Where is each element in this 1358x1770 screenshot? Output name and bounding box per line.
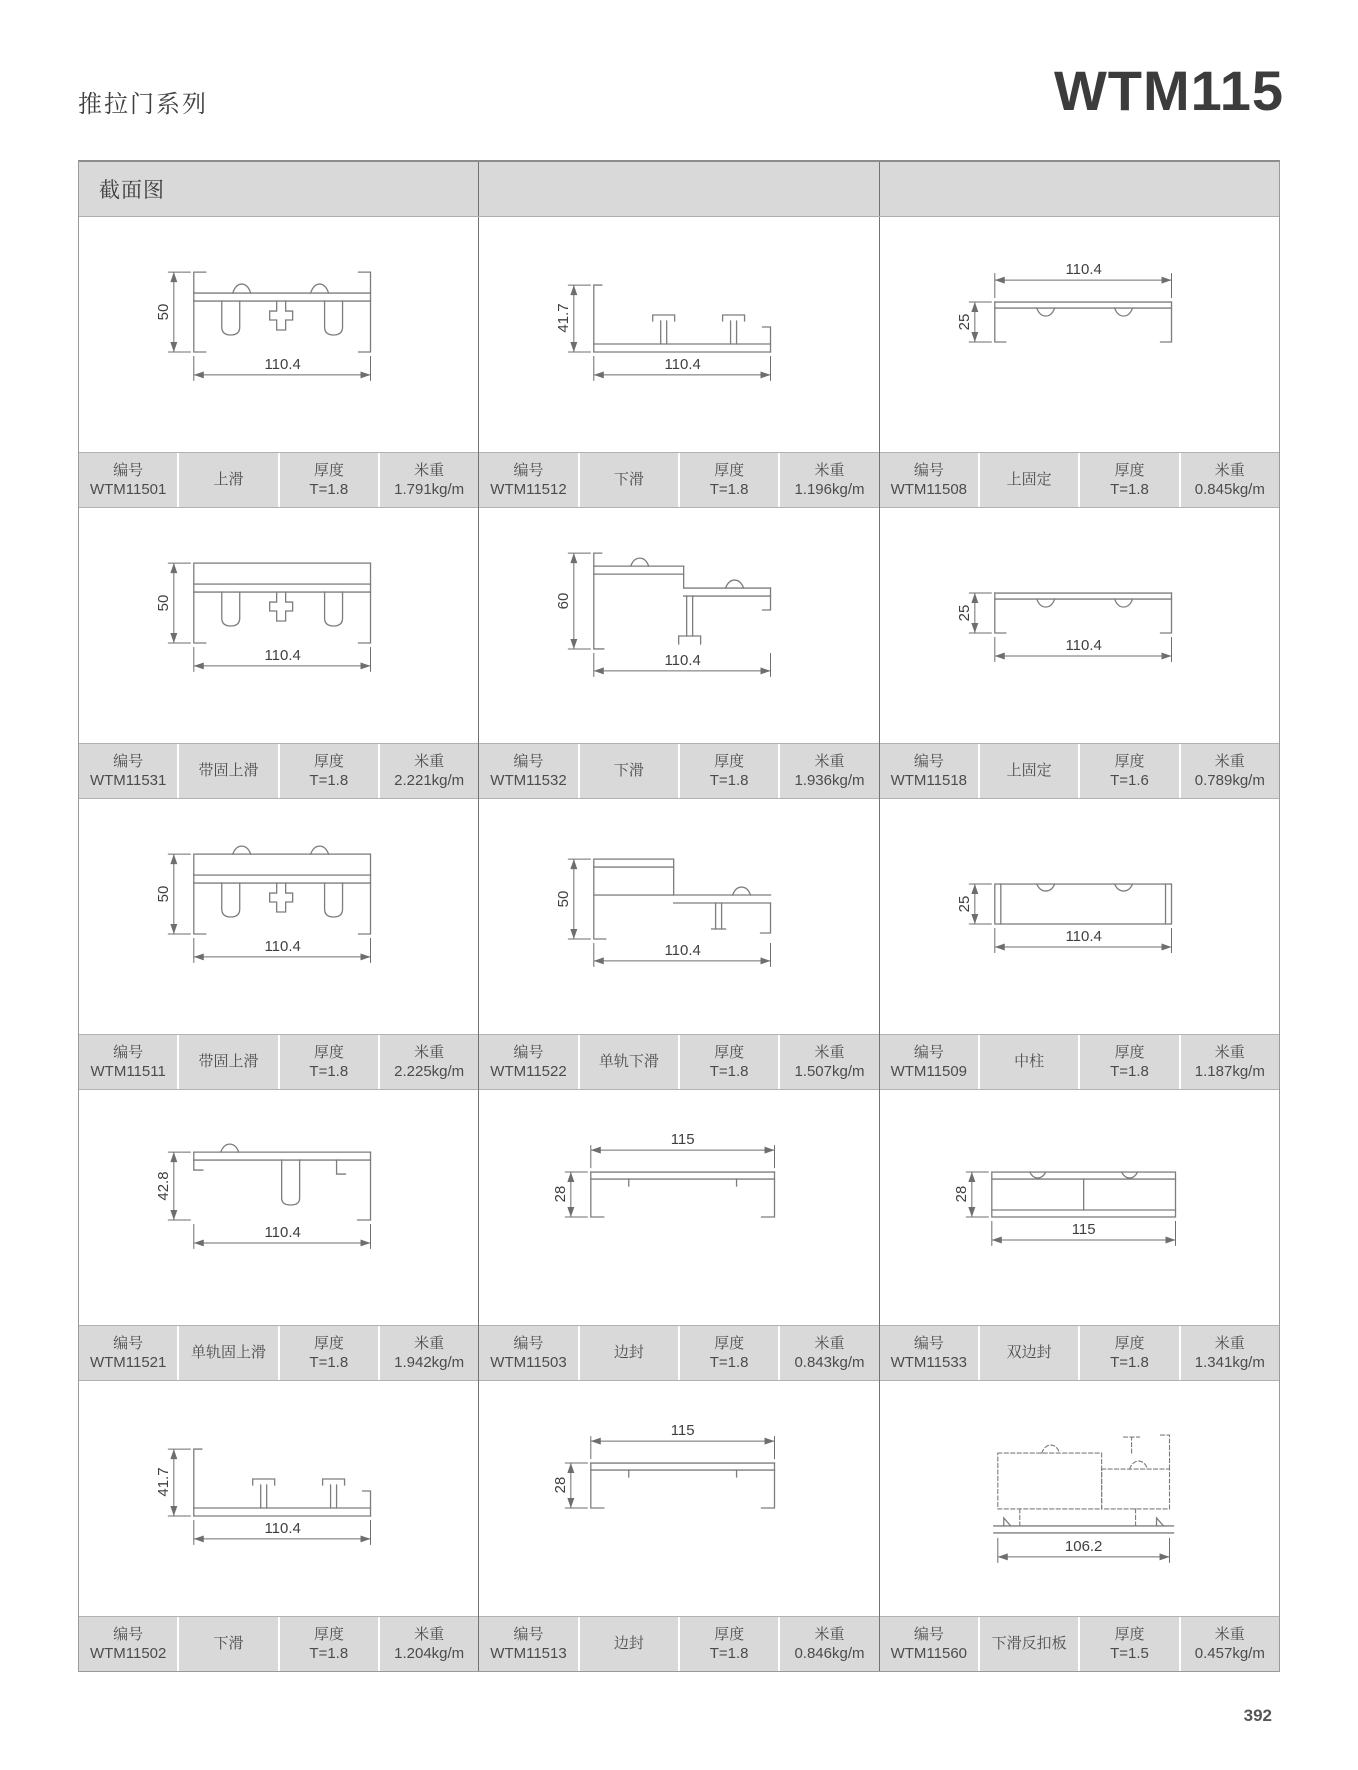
thickness-value: T=1.8 [309,772,349,789]
profile-drawing-wtm11502 [79,1381,478,1616]
spec-name-cell [578,744,678,798]
code-value: WTM11508 [890,481,968,498]
weight-value: 0.457kg/m [1194,1645,1265,1662]
profile-outline [994,593,1171,633]
dim-top-label: 115 [671,1422,695,1440]
profile-drawing-wtm11508 [880,217,1279,452]
weight-value: 1.187kg/m [1194,1063,1265,1080]
dimension-annotations [552,1422,775,1508]
dim-left-label: 42.8 [154,1171,172,1201]
header-col-3 [879,162,1279,216]
dimension-annotations [956,884,1172,953]
dimension-annotations [997,1538,1169,1563]
spec-weight-cell [1179,744,1279,798]
profile-drawing-wtm11509 [880,799,1279,1034]
header-col-2 [478,162,878,216]
spec-thickness-cell [678,453,778,507]
thickness-label: 厚度 [714,752,745,770]
weight-value: 0.845kg/m [1194,481,1265,498]
thickness-value: T=1.8 [309,1354,349,1371]
spec-weight-cell [378,453,478,507]
spec-thickness-cell [1078,1617,1178,1671]
code-label: 编号 [513,752,544,770]
profile-outline [591,1172,775,1217]
spec-row [79,1034,478,1090]
profile-cell [79,1090,478,1381]
dim-bottom-label: 106.2 [1064,1537,1103,1555]
dimension-annotations [155,1152,371,1249]
weight-value: 0.789kg/m [1194,772,1265,789]
dim-bottom-label: 110.4 [264,355,301,373]
spec-row [880,1325,1279,1381]
dim-top-label: 115 [671,1131,695,1149]
profile-cell [478,1381,878,1671]
profile-outline [194,846,371,934]
thickness-label: 厚度 [714,1625,745,1643]
spec-row [479,1325,878,1381]
dim-top-label: 110.4 [1065,261,1102,279]
thickness-value: T=1.8 [1110,1354,1149,1371]
profile-drawing-wtm11511 [79,799,478,1034]
header-col-1 [79,162,478,216]
spec-weight-cell [1179,1326,1279,1380]
weight-label: 米重 [1214,752,1245,770]
table-header-row [79,162,1279,217]
dim-bottom-label: 110.4 [264,646,301,664]
profile-cell [79,217,478,508]
profile-outline [994,302,1171,342]
profile-name: 下滑反扣板 [991,1635,1067,1653]
profile-cell [478,217,878,508]
spec-row [880,1034,1279,1090]
profile-name: 单轨下滑 [598,1053,659,1071]
dim-bottom-label: 110.4 [264,1223,301,1241]
dimension-annotations [555,553,771,677]
spec-name-cell [177,453,277,507]
dim-left-label: 50 [154,594,172,612]
code-label: 编号 [913,461,944,479]
thickness-value: T=1.8 [709,1354,749,1371]
spec-row [479,1034,878,1090]
profile-outline [194,1144,371,1220]
spec-row [880,1616,1279,1671]
spec-weight-cell [1179,453,1279,507]
series-title: 推拉门系列 [78,91,208,118]
thickness-value: T=1.8 [709,772,749,789]
spec-weight-cell [378,744,478,798]
profile-outline [194,272,371,352]
spec-thickness-cell [678,744,778,798]
weight-label: 米重 [814,1334,845,1352]
code-value: WTM11532 [490,772,567,789]
profile-name: 上滑 [213,471,244,489]
profile-cell [79,1381,478,1671]
dimension-annotations [155,272,371,381]
spec-code-cell [479,1617,577,1671]
code-value: WTM11531 [89,772,167,789]
spec-thickness-cell [278,1035,378,1089]
spec-weight-cell [378,1617,478,1671]
model-code: WTM115 [1053,59,1284,122]
profile-drawing-wtm11503 [479,1090,878,1325]
profile-drawing-wtm11501 [79,217,478,452]
weight-label: 米重 [414,1334,445,1352]
profile-name: 上固定 [1006,762,1052,780]
spec-code-cell [880,453,978,507]
weight-label: 米重 [1214,1043,1245,1061]
spec-row [79,452,478,508]
weight-label: 米重 [814,1043,845,1061]
profile-drawing-wtm11560 [880,1381,1279,1616]
weight-label: 米重 [814,461,845,479]
profile-name: 下滑 [613,762,644,780]
profile-drawing-wtm11532 [479,508,878,743]
code-value: WTM11521 [89,1354,167,1371]
code-label: 编号 [113,752,144,770]
dim-bottom-label: 110.4 [1065,636,1102,654]
spec-weight-cell [778,744,878,798]
spec-code-cell [479,453,577,507]
code-value: WTM11512 [490,481,567,498]
section-header: 截面图 [99,179,165,202]
dim-left-label: 25 [955,313,973,331]
dim-bottom-label: 110.4 [664,651,702,669]
spec-name-cell [978,1326,1078,1380]
spec-thickness-cell [278,453,378,507]
profile-outline [194,1449,371,1516]
code-value: WTM11533 [890,1354,968,1371]
code-label: 编号 [513,1043,544,1061]
table-row [79,1090,1279,1381]
profile-outline [991,1172,1175,1217]
code-value: WTM11518 [890,772,968,789]
dim-left-label: 25 [955,895,973,913]
profile-drawing-wtm11512 [479,217,878,452]
spec-name-cell [978,453,1078,507]
thickness-label: 厚度 [313,752,344,770]
code-value: WTM11511 [90,1063,166,1080]
thickness-value: T=1.8 [1110,481,1149,498]
spec-row [479,743,878,799]
spec-thickness-cell [1078,1035,1178,1089]
spec-name-cell [177,1326,277,1380]
spec-code-cell [79,744,177,798]
profile-outline [594,859,771,939]
profile-cell [879,217,1279,508]
profile-drawing-wtm11533 [880,1090,1279,1325]
dim-left-label: 28 [552,1185,570,1203]
thickness-value: T=1.5 [1110,1645,1149,1662]
profile-name: 中柱 [1014,1053,1045,1071]
weight-value: 0.843kg/m [794,1354,865,1371]
profile-outline [591,1463,775,1508]
spec-row [880,452,1279,508]
profile-outline [594,285,771,352]
profile-drawing-wtm11522 [479,799,878,1034]
weight-value: 2.225kg/m [394,1063,465,1080]
spec-weight-cell [378,1326,478,1380]
thickness-value: T=1.8 [309,1645,349,1662]
weight-value: 1.341kg/m [1194,1354,1265,1371]
profile-cell [79,799,478,1090]
thickness-label: 厚度 [313,461,344,479]
spec-code-cell [880,744,978,798]
profile-cell [79,508,478,799]
table-row [79,1381,1279,1671]
profile-cell [478,799,878,1090]
dim-bottom-label: 110.4 [264,937,301,955]
profile-outline [594,553,771,649]
spec-name-cell [177,744,277,798]
dim-bottom-label: 110.4 [664,941,702,959]
spec-weight-cell [778,1617,878,1671]
spec-weight-cell [1179,1035,1279,1089]
thickness-value: T=1.8 [709,1645,749,1662]
spec-code-cell [79,453,177,507]
spec-row [79,743,478,799]
thickness-label: 厚度 [1114,752,1145,770]
thickness-label: 厚度 [714,461,745,479]
profile-name: 下滑 [213,1635,244,1653]
dimension-annotations [555,859,771,967]
profile-cell [879,799,1279,1090]
dimension-annotations [956,593,1172,662]
thickness-label: 厚度 [1114,461,1145,479]
dim-bottom-label: 110.4 [664,355,702,373]
profile-table [78,160,1280,1672]
weight-value: 1.507kg/m [794,1063,865,1080]
code-label: 编号 [513,1625,544,1643]
spec-name-cell [578,1035,678,1089]
code-label: 编号 [113,1043,144,1061]
weight-value: 1.791kg/m [394,481,465,498]
spec-thickness-cell [1078,1326,1178,1380]
spec-weight-cell [378,1035,478,1089]
code-label: 编号 [913,1043,944,1061]
spec-code-cell [79,1617,177,1671]
profile-drawing-wtm11518 [880,508,1279,743]
spec-weight-cell [778,1326,878,1380]
code-label: 编号 [513,461,544,479]
spec-code-cell [79,1035,177,1089]
spec-name-cell [177,1617,277,1671]
thickness-label: 厚度 [313,1625,344,1643]
weight-label: 米重 [414,1625,445,1643]
weight-label: 米重 [1214,1625,1245,1643]
thickness-value: T=1.8 [309,481,349,498]
code-label: 编号 [913,752,944,770]
spec-row [880,743,1279,799]
thickness-value: T=1.8 [709,481,749,498]
weight-label: 米重 [1214,1334,1245,1352]
spec-code-cell [479,744,577,798]
profile-cell [879,508,1279,799]
spec-thickness-cell [1078,453,1178,507]
dim-left-label: 50 [154,885,172,903]
spec-code-cell [79,1326,177,1380]
code-value: WTM11560 [890,1645,968,1662]
spec-name-cell [978,1617,1078,1671]
thickness-label: 厚度 [313,1043,344,1061]
thickness-label: 厚度 [1114,1043,1145,1061]
profile-drawing-wtm11531 [79,508,478,743]
spec-name-cell [978,744,1078,798]
profile-drawing-wtm11513 [479,1381,878,1616]
profile-name: 边封 [613,1344,644,1362]
spec-thickness-cell [278,744,378,798]
spec-row [79,1325,478,1381]
weight-label: 米重 [814,1625,845,1643]
thickness-label: 厚度 [313,1334,344,1352]
thickness-value: T=1.6 [1110,772,1149,789]
weight-value: 2.221kg/m [394,772,465,789]
profile-cell [478,508,878,799]
profile-name: 带固上滑 [198,1053,259,1071]
spec-code-cell [880,1326,978,1380]
code-label: 编号 [113,461,144,479]
code-value: WTM11509 [890,1063,968,1080]
spec-name-cell [978,1035,1078,1089]
spec-row [479,1616,878,1671]
spec-code-cell [880,1035,978,1089]
spec-thickness-cell [678,1035,778,1089]
spec-weight-cell [778,453,878,507]
spec-thickness-cell [678,1617,778,1671]
table-row [79,508,1279,799]
dim-bottom-label: 115 [1071,1220,1096,1238]
profile-outline [993,1435,1173,1533]
spec-code-cell [479,1326,577,1380]
spec-row [479,452,878,508]
dim-left-label: 28 [952,1185,970,1203]
spec-weight-cell [1179,1617,1279,1671]
dimension-annotations [555,285,771,381]
weight-value: 1.936kg/m [794,772,865,789]
spec-name-cell [578,453,678,507]
code-label: 编号 [113,1625,144,1643]
thickness-value: T=1.8 [709,1063,749,1080]
thickness-label: 厚度 [1114,1334,1145,1352]
spec-thickness-cell [278,1617,378,1671]
profile-outline [994,884,1171,924]
weight-label: 米重 [414,1043,445,1061]
code-label: 编号 [513,1334,544,1352]
dimension-annotations [155,563,371,672]
dim-left-label: 50 [154,303,172,321]
code-value: WTM11513 [490,1645,567,1662]
weight-label: 米重 [1214,461,1245,479]
code-value: WTM11501 [89,481,167,498]
dim-left-label: 25 [955,604,973,622]
spec-row [79,1616,478,1671]
dimension-annotations [953,1172,1176,1246]
thickness-value: T=1.8 [309,1063,349,1080]
weight-label: 米重 [414,752,445,770]
spec-code-cell [880,1617,978,1671]
code-label: 编号 [913,1625,944,1643]
spec-code-cell [479,1035,577,1089]
dim-left-label: 41.7 [555,303,573,333]
profile-name: 下滑 [613,471,644,489]
table-row [79,799,1279,1090]
weight-value: 1.196kg/m [794,481,865,498]
dimension-annotations [552,1131,775,1217]
weight-value: 1.942kg/m [394,1354,465,1371]
dim-bottom-label: 110.4 [264,1519,301,1537]
profile-cell [879,1090,1279,1381]
dim-bottom-label: 110.4 [1065,927,1102,945]
weight-value: 1.204kg/m [394,1645,465,1662]
profile-name: 单轨固上滑 [190,1344,266,1362]
profile-drawing-wtm11521 [79,1090,478,1325]
spec-thickness-cell [678,1326,778,1380]
dim-left-label: 50 [555,890,573,908]
table-row [79,217,1279,508]
code-value: WTM11503 [490,1354,567,1371]
profile-cell [879,1381,1279,1671]
weight-value: 0.846kg/m [794,1645,865,1662]
code-label: 编号 [113,1334,144,1352]
code-label: 编号 [913,1334,944,1352]
spec-name-cell [578,1617,678,1671]
dim-left-label: 28 [552,1476,570,1494]
code-value: WTM11502 [89,1645,167,1662]
profile-name: 边封 [613,1635,644,1653]
spec-name-cell [177,1035,277,1089]
profile-name: 上固定 [1006,471,1052,489]
profile-name: 双边封 [1006,1344,1052,1362]
dimension-annotations [155,854,371,963]
dimension-annotations [155,1449,371,1545]
spec-weight-cell [778,1035,878,1089]
thickness-label: 厚度 [714,1334,745,1352]
dim-left-label: 41.7 [154,1467,172,1497]
page-number: 392 [1243,1706,1272,1725]
thickness-label: 厚度 [714,1043,745,1061]
thickness-label: 厚度 [1114,1625,1145,1643]
spec-name-cell [578,1326,678,1380]
spec-thickness-cell [278,1326,378,1380]
profile-cell [478,1090,878,1381]
dim-left-label: 60 [555,592,573,610]
weight-label: 米重 [414,461,445,479]
code-value: WTM11522 [490,1063,567,1080]
profile-outline [194,563,371,643]
weight-label: 米重 [814,752,845,770]
thickness-value: T=1.8 [1110,1063,1149,1080]
profile-name: 带固上滑 [198,762,259,780]
spec-thickness-cell [1078,744,1178,798]
